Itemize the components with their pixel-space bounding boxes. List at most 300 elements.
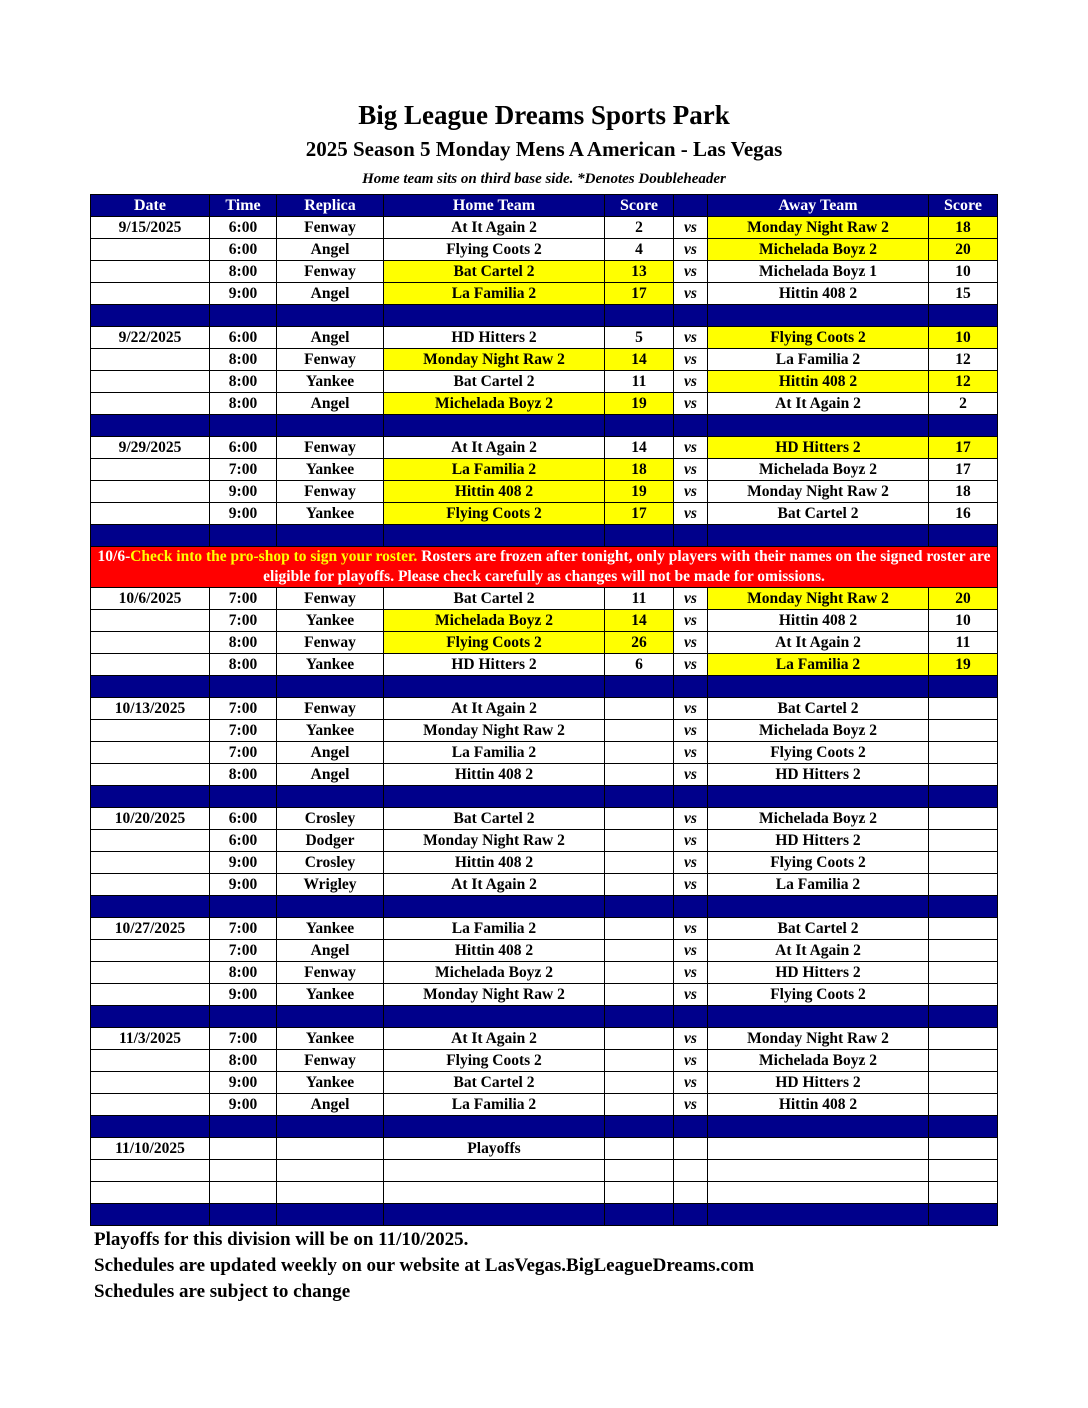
replica-cell: Yankee <box>277 371 384 393</box>
vs-cell <box>674 1138 708 1160</box>
time-cell: 8:00 <box>210 654 277 676</box>
table-row <box>91 764 998 786</box>
away-team-cell: Flying Coots 2 <box>708 742 929 764</box>
replica-cell: Fenway <box>277 261 384 283</box>
away-score-cell <box>929 852 998 874</box>
date-cell: 9/15/2025 <box>91 217 210 239</box>
away-score-cell: 12 <box>929 371 998 393</box>
away-score-cell: 17 <box>929 459 998 481</box>
home-score-cell: 14 <box>605 349 674 371</box>
away-score-cell <box>929 1138 998 1160</box>
col-header-replica: Replica <box>277 195 384 217</box>
home-team-cell: La Familia 2 <box>384 459 605 481</box>
away-team-cell: At It Again 2 <box>708 632 929 654</box>
time-cell: 8:00 <box>210 764 277 786</box>
table-row <box>91 852 998 874</box>
page-subtitle: 2025 Season 5 Monday Mens A American - Las Vegas <box>305 137 783 161</box>
date-cell <box>91 940 210 962</box>
table-row <box>91 371 998 393</box>
away-team-cell: HD Hitters 2 <box>708 437 929 459</box>
replica-cell: Fenway <box>277 588 384 610</box>
replica-cell: Angel <box>277 764 384 786</box>
separator-cell <box>605 896 674 918</box>
time-cell: 6:00 <box>210 830 277 852</box>
away-score-cell: 10 <box>929 610 998 632</box>
replica-cell: Yankee <box>277 503 384 525</box>
home-score-cell: 26 <box>605 632 674 654</box>
week-separator <box>91 896 998 918</box>
home-team-cell: Michelada Boyz 2 <box>384 610 605 632</box>
separator-cell <box>605 1006 674 1028</box>
home-team-cell: La Familia 2 <box>384 283 605 305</box>
away-score-cell: 20 <box>929 588 998 610</box>
away-score-cell: 10 <box>929 327 998 349</box>
date-cell <box>91 852 210 874</box>
time-cell: 7:00 <box>210 940 277 962</box>
home-score-cell <box>605 918 674 940</box>
separator-cell <box>210 676 277 698</box>
away-score-cell <box>929 962 998 984</box>
vs-cell: vs <box>674 830 708 852</box>
replica-cell <box>277 1138 384 1160</box>
home-score-cell <box>605 830 674 852</box>
date-cell <box>91 1182 210 1204</box>
separator-cell <box>674 896 708 918</box>
vs-cell: vs <box>674 962 708 984</box>
home-score-cell <box>605 1138 674 1160</box>
table-row <box>91 1072 998 1094</box>
separator-cell <box>210 525 277 547</box>
separator-cell <box>929 896 998 918</box>
away-score-cell: 20 <box>929 239 998 261</box>
separator-cell <box>210 896 277 918</box>
separator-cell <box>605 415 674 437</box>
home-score-cell <box>605 808 674 830</box>
away-team-cell: Monday Night Raw 2 <box>708 481 929 503</box>
home-score-cell: 5 <box>605 327 674 349</box>
home-score-cell <box>605 720 674 742</box>
replica-cell: Fenway <box>277 349 384 371</box>
replica-cell: Crosley <box>277 808 384 830</box>
col-header-date: Date <box>91 195 210 217</box>
date-cell: 9/22/2025 <box>91 327 210 349</box>
home-team-cell: HD Hitters 2 <box>384 327 605 349</box>
replica-cell: Yankee <box>277 1028 384 1050</box>
table-row <box>91 393 998 415</box>
date-cell <box>91 984 210 1006</box>
separator-cell <box>277 1006 384 1028</box>
home-team-cell: Michelada Boyz 2 <box>384 393 605 415</box>
away-team-cell: At It Again 2 <box>708 940 929 962</box>
home-team-cell: La Familia 2 <box>384 918 605 940</box>
home-team-cell: Monday Night Raw 2 <box>384 984 605 1006</box>
date-cell: 11/3/2025 <box>91 1028 210 1050</box>
table-row <box>91 830 998 852</box>
table-row <box>91 283 998 305</box>
vs-cell: vs <box>674 852 708 874</box>
away-team-cell: Bat Cartel 2 <box>708 503 929 525</box>
away-team-cell: La Familia 2 <box>708 349 929 371</box>
replica-cell <box>277 1160 384 1182</box>
table-row <box>91 808 998 830</box>
separator-cell <box>91 1006 210 1028</box>
home-score-cell <box>605 940 674 962</box>
vs-cell: vs <box>674 588 708 610</box>
separator-cell <box>708 305 929 327</box>
home-team-cell: Bat Cartel 2 <box>384 1072 605 1094</box>
home-team-cell: Bat Cartel 2 <box>384 808 605 830</box>
away-team-cell: Hittin 408 2 <box>708 1094 929 1116</box>
home-score-cell <box>605 1160 674 1182</box>
page-title: Big League Dreams Sports Park <box>358 100 730 130</box>
home-score-cell <box>605 742 674 764</box>
table-row <box>91 261 998 283</box>
footer-line: Schedules are updated weekly on our website at LasVegas.BigLeagueDreams.com <box>94 1255 755 1276</box>
home-team-cell: Flying Coots 2 <box>384 239 605 261</box>
replica-cell: Fenway <box>277 1050 384 1072</box>
separator-cell <box>708 1006 929 1028</box>
separator-cell <box>674 1116 708 1138</box>
time-cell: 6:00 <box>210 239 277 261</box>
table-row <box>91 1094 998 1116</box>
date-cell <box>91 632 210 654</box>
separator-cell <box>91 1116 210 1138</box>
separator-cell <box>277 896 384 918</box>
date-cell: 11/10/2025 <box>91 1138 210 1160</box>
replica-cell: Yankee <box>277 459 384 481</box>
separator-cell <box>384 1006 605 1028</box>
separator-cell <box>91 896 210 918</box>
separator-cell <box>277 415 384 437</box>
away-score-cell: 18 <box>929 217 998 239</box>
table-row <box>91 1160 998 1182</box>
home-score-cell: 11 <box>605 588 674 610</box>
time-cell: 7:00 <box>210 610 277 632</box>
time-cell: 9:00 <box>210 984 277 1006</box>
home-team-cell: Monday Night Raw 2 <box>384 720 605 742</box>
date-cell <box>91 1050 210 1072</box>
replica-cell: Fenway <box>277 437 384 459</box>
vs-cell <box>674 1182 708 1204</box>
away-team-cell: Michelada Boyz 2 <box>708 1050 929 1072</box>
home-team-cell: Monday Night Raw 2 <box>384 349 605 371</box>
home-team-cell: Hittin 408 2 <box>384 852 605 874</box>
home-score-cell: 17 <box>605 283 674 305</box>
time-cell: 9:00 <box>210 1094 277 1116</box>
away-score-cell <box>929 764 998 786</box>
separator-cell <box>277 525 384 547</box>
replica-cell: Angel <box>277 327 384 349</box>
home-team-cell: Bat Cartel 2 <box>384 371 605 393</box>
home-team-cell <box>384 1160 605 1182</box>
table-row <box>91 874 998 896</box>
week-separator <box>91 525 998 547</box>
notice-text: Rosters are frozen after tonight, only players with their names on the signed roster are eligible for playoffs. Please check carefully as changes will not be made for omissions. <box>263 548 991 585</box>
separator-cell <box>708 896 929 918</box>
time-cell: 9:00 <box>210 283 277 305</box>
away-score-cell <box>929 830 998 852</box>
date-cell <box>91 239 210 261</box>
separator-cell <box>384 1204 605 1226</box>
date-cell <box>91 742 210 764</box>
vs-cell: vs <box>674 654 708 676</box>
schedule-table <box>90 194 998 1226</box>
separator-cell <box>91 786 210 808</box>
time-cell: 8:00 <box>210 261 277 283</box>
separator-cell <box>384 415 605 437</box>
week-separator <box>91 1006 998 1028</box>
away-team-cell: Michelada Boyz 1 <box>708 261 929 283</box>
time-cell <box>210 1182 277 1204</box>
away-score-cell <box>929 1094 998 1116</box>
roster-notice <box>91 547 998 588</box>
date-cell: 10/27/2025 <box>91 918 210 940</box>
date-cell <box>91 764 210 786</box>
away-team-cell <box>708 1160 929 1182</box>
away-team-cell: Hittin 408 2 <box>708 283 929 305</box>
time-cell: 8:00 <box>210 1050 277 1072</box>
separator-cell <box>674 786 708 808</box>
home-score-cell <box>605 1094 674 1116</box>
time-cell: 7:00 <box>210 459 277 481</box>
table-row <box>91 610 998 632</box>
vs-cell: vs <box>674 742 708 764</box>
time-cell: 7:00 <box>210 742 277 764</box>
separator-cell <box>929 415 998 437</box>
away-team-cell: Michelada Boyz 2 <box>708 808 929 830</box>
week-separator <box>91 786 998 808</box>
date-cell: 10/13/2025 <box>91 698 210 720</box>
date-cell <box>91 720 210 742</box>
separator-cell <box>277 305 384 327</box>
home-score-cell: 19 <box>605 481 674 503</box>
separator-cell <box>929 525 998 547</box>
separator-cell <box>605 786 674 808</box>
table-row <box>91 217 998 239</box>
replica-cell: Fenway <box>277 481 384 503</box>
home-team-cell: At It Again 2 <box>384 217 605 239</box>
away-score-cell: 15 <box>929 283 998 305</box>
separator-cell <box>708 415 929 437</box>
home-team-cell: Flying Coots 2 <box>384 632 605 654</box>
time-cell: 7:00 <box>210 720 277 742</box>
roster-notice-row <box>91 547 998 588</box>
separator-cell <box>210 1006 277 1028</box>
home-score-cell: 6 <box>605 654 674 676</box>
time-cell: 8:00 <box>210 962 277 984</box>
vs-cell: vs <box>674 610 708 632</box>
away-score-cell <box>929 984 998 1006</box>
date-cell <box>91 654 210 676</box>
home-team-cell: Bat Cartel 2 <box>384 261 605 283</box>
home-team-cell: At It Again 2 <box>384 437 605 459</box>
time-cell <box>210 1138 277 1160</box>
time-cell: 9:00 <box>210 874 277 896</box>
table-row <box>91 437 998 459</box>
table-row <box>91 984 998 1006</box>
replica-cell: Yankee <box>277 654 384 676</box>
table-header-row <box>91 195 998 217</box>
separator-cell <box>674 1204 708 1226</box>
away-team-cell: Flying Coots 2 <box>708 852 929 874</box>
replica-cell: Angel <box>277 239 384 261</box>
vs-cell: vs <box>674 720 708 742</box>
footer-line: Playoffs for this division will be on 11/10/2025. <box>94 1229 469 1250</box>
separator-cell <box>277 786 384 808</box>
separator-cell <box>210 786 277 808</box>
separator-cell <box>708 1204 929 1226</box>
separator-cell <box>929 1204 998 1226</box>
table-row <box>91 720 998 742</box>
replica-cell: Yankee <box>277 1072 384 1094</box>
home-score-cell: 18 <box>605 459 674 481</box>
replica-cell: Angel <box>277 393 384 415</box>
table-row <box>91 742 998 764</box>
replica-cell: Yankee <box>277 610 384 632</box>
separator-cell <box>91 525 210 547</box>
away-score-cell: 18 <box>929 481 998 503</box>
date-cell <box>91 503 210 525</box>
separator-cell <box>929 676 998 698</box>
separator-cell <box>674 305 708 327</box>
vs-cell: vs <box>674 984 708 1006</box>
away-team-cell: Monday Night Raw 2 <box>708 217 929 239</box>
home-score-cell: 14 <box>605 610 674 632</box>
vs-cell: vs <box>674 698 708 720</box>
col-header-away-score: Score <box>929 195 998 217</box>
separator-cell <box>929 305 998 327</box>
home-score-cell: 14 <box>605 437 674 459</box>
replica-cell: Angel <box>277 940 384 962</box>
date-cell <box>91 481 210 503</box>
separator-cell <box>605 676 674 698</box>
away-team-cell: HD Hitters 2 <box>708 962 929 984</box>
vs-cell: vs <box>674 764 708 786</box>
separator-cell <box>708 1116 929 1138</box>
vs-cell: vs <box>674 918 708 940</box>
week-separator <box>91 676 998 698</box>
away-team-cell: Michelada Boyz 2 <box>708 459 929 481</box>
separator-cell <box>605 1116 674 1138</box>
time-cell: 8:00 <box>210 632 277 654</box>
footer-line: Schedules are subject to change <box>94 1281 351 1302</box>
time-cell: 6:00 <box>210 327 277 349</box>
date-cell <box>91 349 210 371</box>
date-cell: 10/6/2025 <box>91 588 210 610</box>
replica-cell: Fenway <box>277 217 384 239</box>
date-cell: 10/20/2025 <box>91 808 210 830</box>
replica-cell <box>277 1182 384 1204</box>
vs-cell: vs <box>674 874 708 896</box>
home-team-cell: At It Again 2 <box>384 1028 605 1050</box>
vs-cell: vs <box>674 1072 708 1094</box>
home-team-cell: Bat Cartel 2 <box>384 588 605 610</box>
footer-notes <box>94 1227 754 1305</box>
table-row <box>91 481 998 503</box>
home-team-cell: Hittin 408 2 <box>384 481 605 503</box>
vs-cell: vs <box>674 217 708 239</box>
home-team-cell: Hittin 408 2 <box>384 764 605 786</box>
table-row <box>91 962 998 984</box>
separator-cell <box>210 1116 277 1138</box>
replica-cell: Crosley <box>277 852 384 874</box>
away-team-cell <box>708 1182 929 1204</box>
separator-cell <box>277 676 384 698</box>
separator-cell <box>91 415 210 437</box>
time-cell: 7:00 <box>210 698 277 720</box>
vs-cell <box>674 1160 708 1182</box>
away-team-cell: HD Hitters 2 <box>708 1072 929 1094</box>
separator-cell <box>708 525 929 547</box>
home-team-cell: At It Again 2 <box>384 874 605 896</box>
replica-cell: Fenway <box>277 962 384 984</box>
separator-cell <box>210 415 277 437</box>
date-cell <box>91 610 210 632</box>
home-team-cell <box>384 1182 605 1204</box>
home-team-cell: At It Again 2 <box>384 698 605 720</box>
away-score-cell: 19 <box>929 654 998 676</box>
table-row <box>91 459 998 481</box>
col-header-away-team: Away Team <box>708 195 929 217</box>
schedule-note: Home team sits on third base side. *Denotes Doubleheader <box>362 171 726 187</box>
vs-cell: vs <box>674 327 708 349</box>
date-cell: 9/29/2025 <box>91 437 210 459</box>
table-row <box>91 239 998 261</box>
vs-cell: vs <box>674 283 708 305</box>
separator-cell <box>384 676 605 698</box>
away-score-cell <box>929 1050 998 1072</box>
time-cell: 8:00 <box>210 393 277 415</box>
away-score-cell: 2 <box>929 393 998 415</box>
separator-cell <box>674 1006 708 1028</box>
home-score-cell: 2 <box>605 217 674 239</box>
vs-cell: vs <box>674 437 708 459</box>
home-team-cell: La Familia 2 <box>384 742 605 764</box>
time-cell <box>210 1160 277 1182</box>
time-cell: 6:00 <box>210 808 277 830</box>
home-team-cell: Playoffs <box>384 1138 605 1160</box>
away-score-cell <box>929 1182 998 1204</box>
away-team-cell <box>708 1138 929 1160</box>
week-separator <box>91 305 998 327</box>
vs-cell: vs <box>674 261 708 283</box>
separator-cell <box>384 896 605 918</box>
away-team-cell: At It Again 2 <box>708 393 929 415</box>
away-team-cell: HD Hitters 2 <box>708 764 929 786</box>
home-team-cell: Monday Night Raw 2 <box>384 830 605 852</box>
vs-cell: vs <box>674 371 708 393</box>
away-score-cell: 16 <box>929 503 998 525</box>
home-score-cell <box>605 698 674 720</box>
home-score-cell <box>605 1182 674 1204</box>
home-score-cell <box>605 1072 674 1094</box>
away-score-cell <box>929 1072 998 1094</box>
table-row <box>91 632 998 654</box>
vs-cell: vs <box>674 808 708 830</box>
separator-cell <box>277 1204 384 1226</box>
time-cell: 7:00 <box>210 588 277 610</box>
time-cell: 9:00 <box>210 503 277 525</box>
home-team-cell: HD Hitters 2 <box>384 654 605 676</box>
home-score-cell <box>605 874 674 896</box>
separator-cell <box>91 305 210 327</box>
vs-cell: vs <box>674 1028 708 1050</box>
notice-highlight: Check into the pro-shop to sign your roster. <box>130 548 418 565</box>
separator-cell <box>674 525 708 547</box>
separator-cell <box>708 786 929 808</box>
table-row <box>91 1028 998 1050</box>
table-row <box>91 940 998 962</box>
